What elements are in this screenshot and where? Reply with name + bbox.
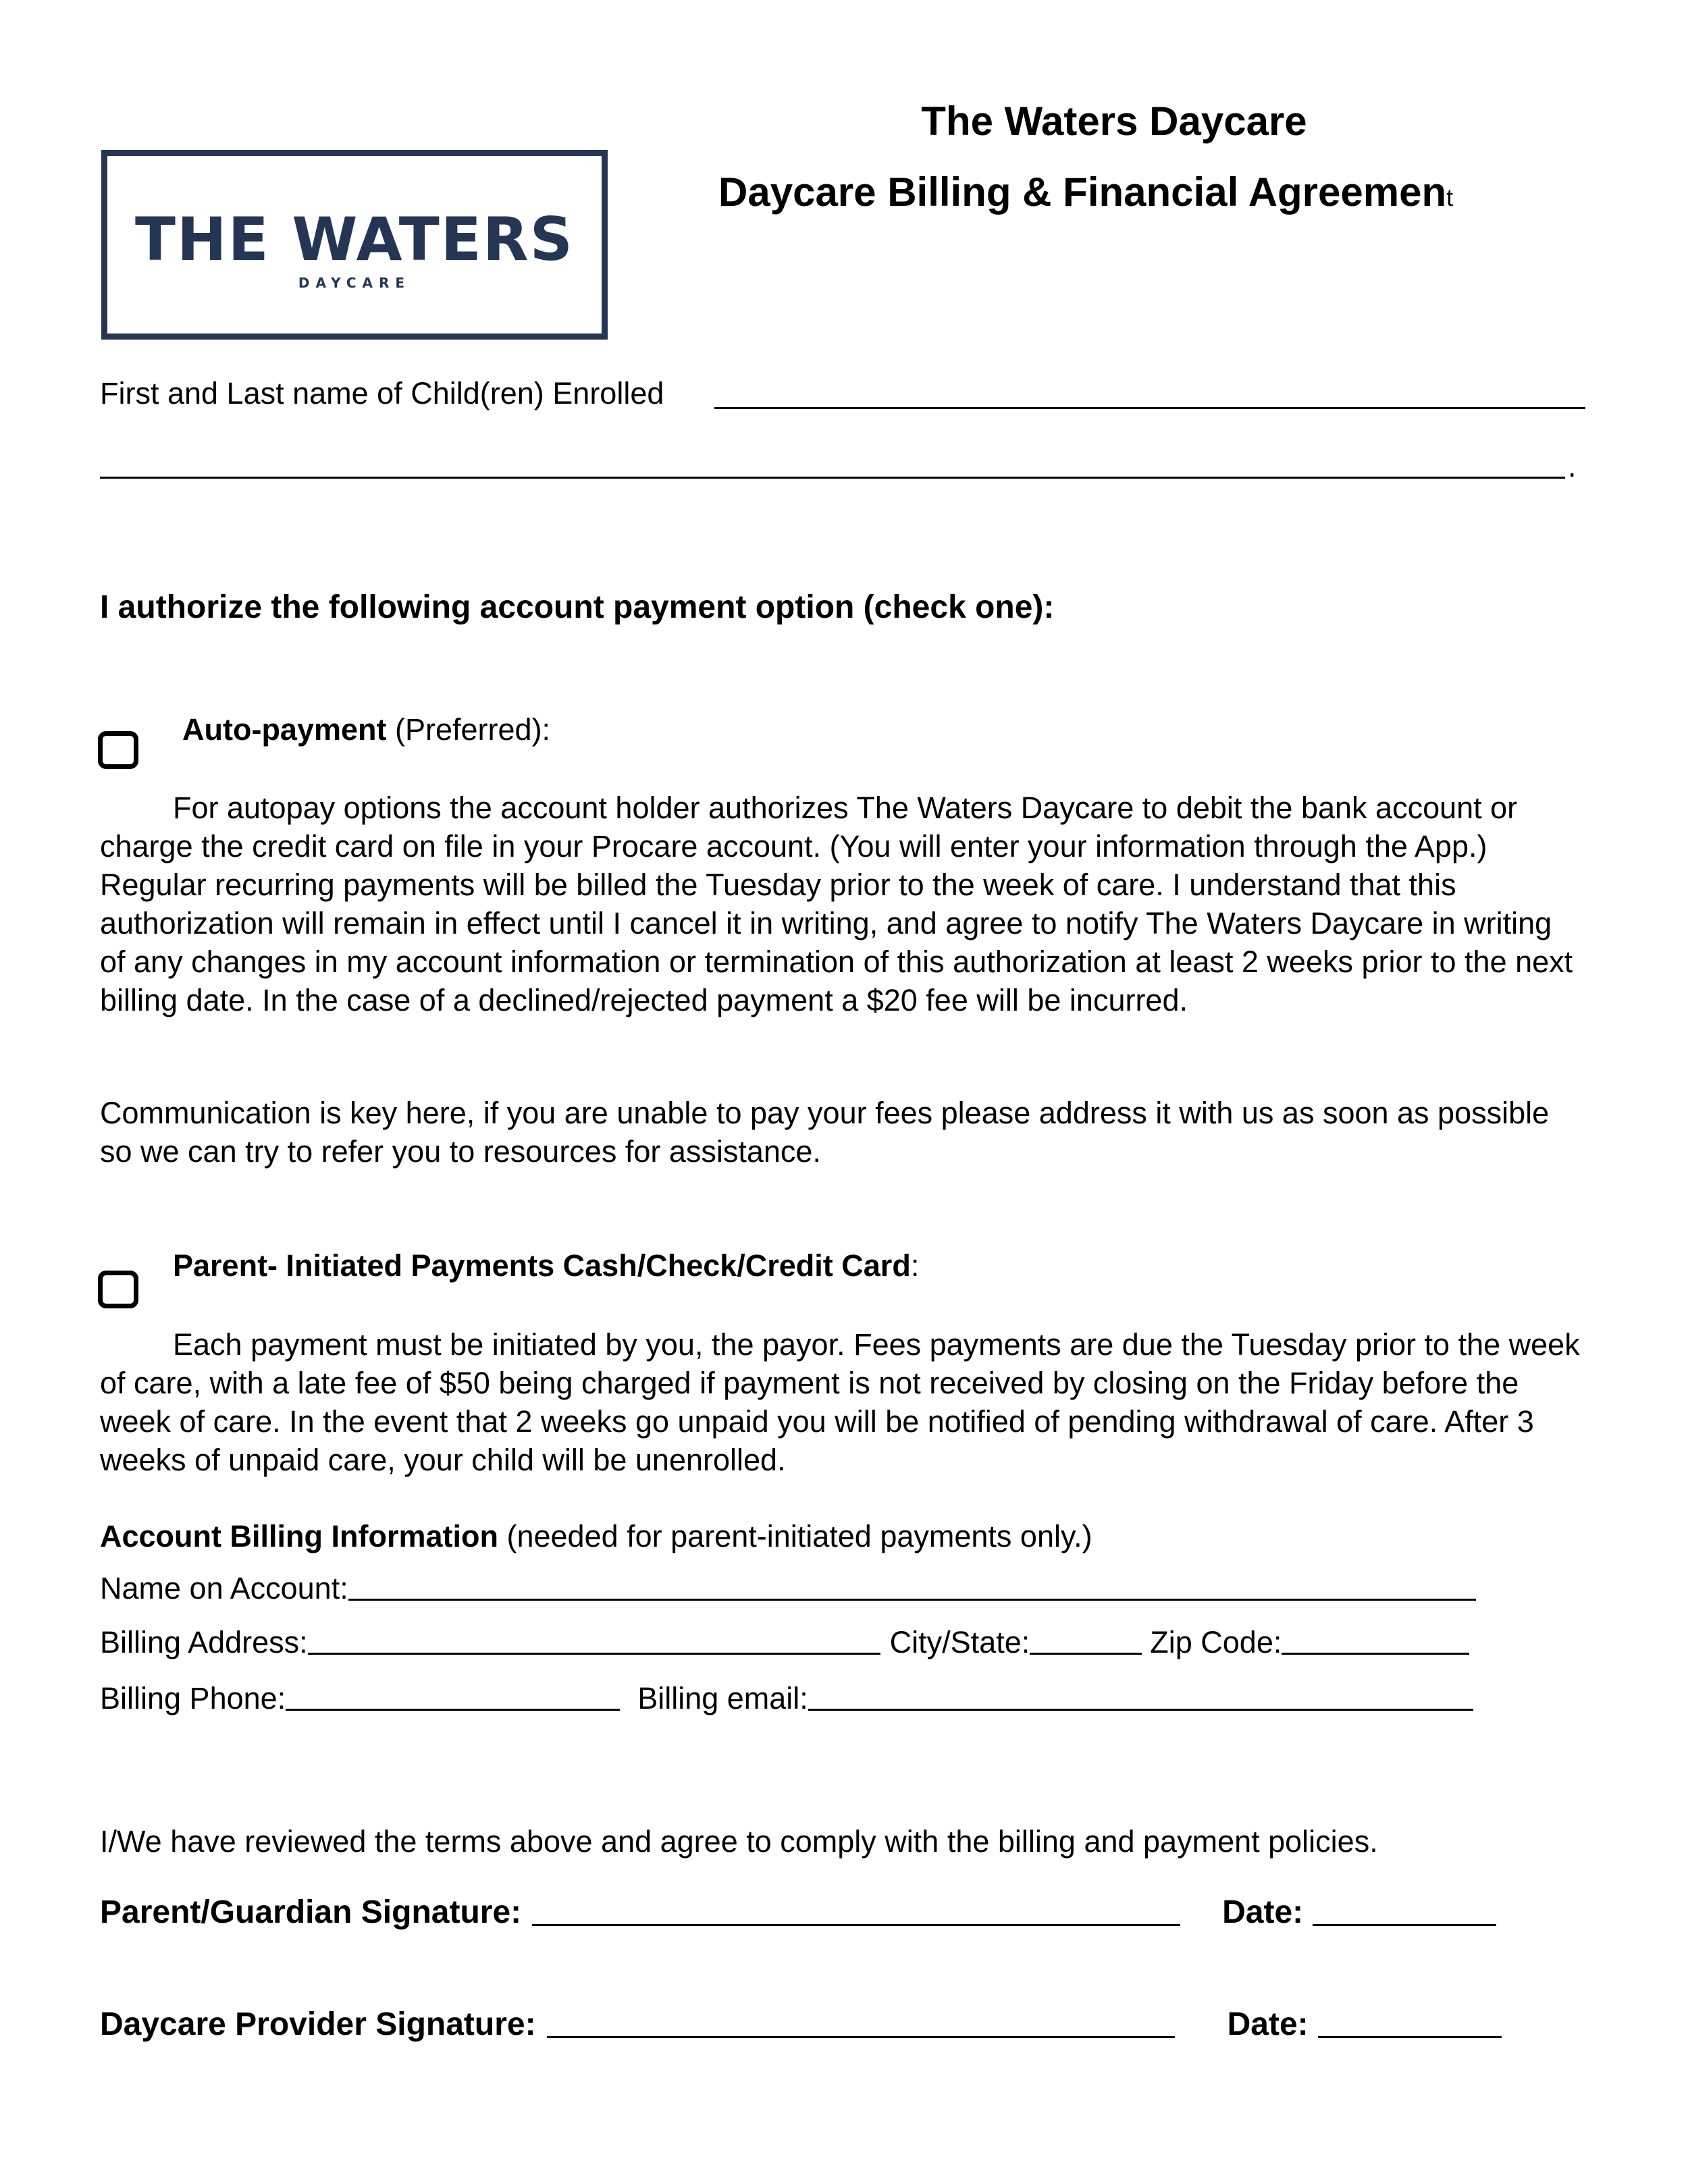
child-name-label: First and Last name of Child(ren) Enrolled — [100, 376, 664, 410]
provider-signature-label: Daycare Provider Signature: — [100, 2006, 536, 2042]
parent-initiated-checkbox[interactable] — [98, 1271, 138, 1308]
name-on-account-row — [100, 1573, 1476, 1603]
billing-address-field[interactable] — [308, 1651, 880, 1655]
parent-signature-row — [100, 1896, 1496, 1929]
agreement-statement: I/We have reviewed the terms above and agree to comply with the billing and payment policies. — [100, 1824, 1378, 1859]
parent-initiated-label-rest: : — [910, 1248, 920, 1283]
parent-initiated-text: Each payment must be initiated by you, the payor. Fees payments are due the Tuesday prior to the week of care, with a late fee of $50 being charged if payment is not received by closing on the Friday before the week of care. In the event that 2 weeks go unpaid you will be notified of pending withdrawal of care. After 3 weeks of unpaid care, your child will be unenrolled. — [100, 1327, 1580, 1477]
billing-heading-rest: (needed for parent-initiated payments only.) — [498, 1519, 1092, 1553]
autopay-label-bold: Auto-payment — [182, 712, 387, 747]
autopay-label-rest: (Preferred): — [386, 712, 551, 747]
provider-date-field[interactable] — [1318, 2034, 1502, 2038]
parent-signature-label: Parent/Guardian Signature: — [100, 1894, 522, 1930]
provider-date-label: Date: — [1227, 2006, 1309, 2042]
communication-text: Communication is key here, if you are unable to pay your fees please address it with us as soon as possible so we can try to refer you to resources for assistance. — [100, 1096, 1550, 1169]
form-title-tail: t — [1446, 184, 1454, 211]
provider-signature-row — [100, 2008, 1502, 2041]
logo-main-text: THE WATERS — [134, 205, 575, 274]
parent-initiated-label — [173, 1250, 919, 1281]
logo-sub-text: DAYCARE — [298, 275, 411, 291]
autopay-label — [182, 714, 550, 745]
billing-heading-bold: Account Billing Information — [100, 1519, 498, 1553]
billing-email-field[interactable] — [808, 1707, 1473, 1711]
child-name-field-line-2[interactable] — [100, 477, 1565, 479]
page-title: The Waters Daycare — [921, 99, 1307, 144]
parent-initiated-paragraph — [100, 1325, 1585, 1479]
parent-initiated-label-bold: Parent- Initiated Payments Cash/Check/Credit Card — [173, 1248, 911, 1283]
autopay-checkbox[interactable] — [98, 731, 138, 769]
billing-heading — [100, 1521, 1092, 1551]
child-name-end-mark: . — [1568, 449, 1577, 483]
name-on-account-label: Name on Account: — [100, 1571, 348, 1605]
billing-address-label: Billing Address: — [100, 1625, 308, 1659]
zip-code-label: Zip Code: — [1150, 1625, 1282, 1659]
form-title — [718, 169, 1454, 215]
zip-code-field[interactable] — [1282, 1651, 1469, 1655]
name-on-account-field[interactable] — [348, 1597, 1476, 1601]
form-title-main: Daycare Billing & Financial Agreemen — [718, 169, 1447, 215]
daycare-logo — [101, 150, 608, 340]
billing-address-row — [100, 1627, 1469, 1657]
billing-phone-row — [100, 1683, 1473, 1713]
billing-phone-field[interactable] — [286, 1707, 620, 1711]
parent-date-field[interactable] — [1313, 1922, 1496, 1926]
city-state-label: City/State: — [889, 1625, 1030, 1659]
autopay-paragraph — [100, 789, 1585, 1019]
billing-email-label: Billing email: — [637, 1681, 808, 1715]
parent-date-label: Date: — [1222, 1894, 1304, 1930]
autopay-text: For autopay options the account holder authorizes The Waters Daycare to debit the bank account or charge the credit card on file in your Procare account. (You will enter your information through the App.) Regular recurring payments will be billed the Tuesday prior to the week of care. I understand that this authorization will remain in effect until I cancel it in writing, and agree to notify The Waters Daycare in writing of any changes in my account information or termination of this authorization at least 2 weeks prior to the next billing date. In the case of a declined/rejected payment a $20 fee will be incurred. — [100, 791, 1573, 1017]
city-state-field[interactable] — [1030, 1651, 1142, 1655]
provider-signature-field[interactable] — [547, 2034, 1175, 2038]
communication-paragraph — [100, 1094, 1585, 1171]
parent-signature-field[interactable] — [532, 1922, 1180, 1926]
billing-phone-label: Billing Phone: — [100, 1681, 286, 1715]
authorize-heading: I authorize the following account payment option (check one): — [100, 589, 1055, 625]
child-name-field-line-1[interactable] — [714, 407, 1585, 409]
